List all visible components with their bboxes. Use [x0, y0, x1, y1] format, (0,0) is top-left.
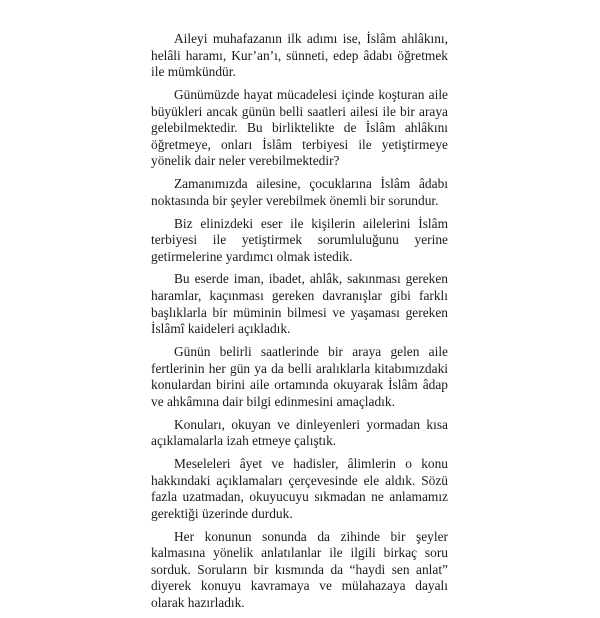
paragraph: Günün belirli saatlerinde bir araya gelen aile fertlerinin her gün ya da belli aralıklarla kitabımızdaki konulardan birini aile ortamında okuyarak İslâm âdap ve ahkâmına dair bilgi edinmesini amaçladık. [151, 344, 448, 409]
paragraph: Zamanımızda ailesine, çocuklarına İslâm âdabı noktasında bir şeyler verebilmek önemli bir sorundur. [151, 176, 448, 208]
paragraph: Meseleleri âyet ve hadisler, âlimlerin o konu hakkındaki açıklamaları çerçevesinde ele aldık. Sözü fazla uzatmadan, okuyucuyu sıkmadan ne anlamamız gerektiği üzerinde durduk. [151, 455, 448, 521]
paragraph: Biz elinizdeki eser ile kişilerin ailelerini İslâm terbiyesi ile yetiştirmek sorumluluğunu yerine getirmelerine yardımcı olmak istedik. [151, 215, 448, 264]
document-page [151, 31, 448, 618]
paragraph: Bu eserde iman, ibadet, ahlâk, sakınması gereken haramlar, kaçınması gereken davranışlar gibi farklı başlıklarla bir müminin bilmesi ve yaşaması gereken İslâmî kaideleri açıkladık. [151, 271, 448, 337]
paragraph: Günümüzde hayat mücadelesi içinde koşturan aile büyükleri ancak günün belli saatleri ailesi ile bir araya gelebilmektedir. Bu birliktelikte de İslâm ahlâkını öğretmeye, onları İslâm terbiyesi ile yetiştirmeye yönelik dair neler verebilmektedir? [151, 86, 448, 169]
paragraph: Konuları, okuyan ve dinleyenleri yormadan kısa açıklamalarla izah etmeye çalıştık. [151, 416, 448, 449]
paragraph: Her konunun sonunda da zihinde bir şeyler kalmasına yönelik anlatılanlar ile ilgili birkaç soru sorduk. Soruların bir kısmında da “haydi sen anlat” diyerek konuyu kavramaya ve mülahazaya dayalı olarak hazırladık. [151, 528, 448, 610]
paragraph: Aileyi muhafazanın ilk adımı ise, İslâm ahlâkını, helâli haramı, Kur’an’ı, sünneti, edep âdabı öğretmek ile mümkündür. [151, 31, 448, 80]
